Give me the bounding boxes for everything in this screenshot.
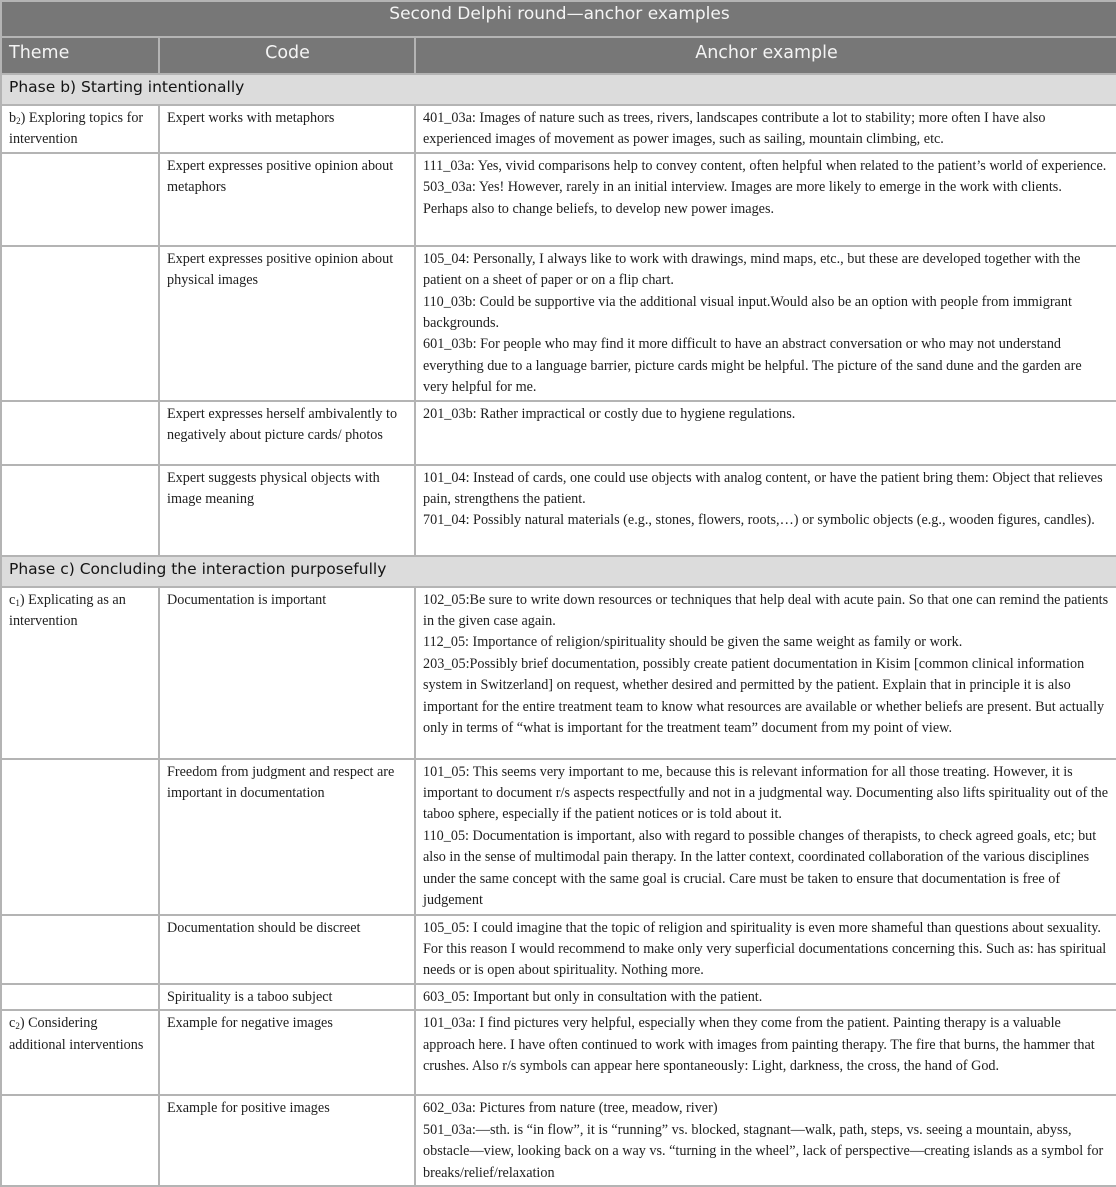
table-row	[1, 984, 1116, 1010]
anchor-quote: 201_03b: Rather impractical or costly due to hygiene regulations.	[423, 405, 796, 422]
anchor-cell	[415, 1010, 1116, 1095]
phase-row-c	[1, 556, 1116, 587]
code-cell: Expert suggests physical objects with image meaning	[159, 465, 415, 556]
anchor-cell	[415, 984, 1116, 1010]
theme-text: ) Explicating as an intervention	[9, 591, 126, 630]
theme-cell	[1, 587, 159, 759]
theme-cell	[1, 246, 159, 401]
theme-prefix: b	[9, 110, 17, 126]
column-header-row	[1, 37, 1116, 74]
theme-subscript: 2	[16, 116, 21, 126]
code-cell: Documentation is important	[159, 587, 415, 759]
theme-subscript: 1	[15, 597, 20, 608]
theme-prefix: c	[9, 1015, 16, 1032]
anchor-quote: 603_05: Important but only in consultation with the patient.	[423, 988, 763, 1005]
table-row	[1, 246, 1116, 401]
theme-cell	[1, 1095, 159, 1186]
table-row	[1, 759, 1116, 915]
anchor-cell	[415, 759, 1116, 915]
theme-cell	[1, 915, 159, 984]
theme-prefix: c	[9, 591, 16, 608]
code-cell: Example for positive images	[159, 1095, 415, 1186]
anchor-quote: 203_05:Possibly brief documentation, possibly create patient documentation in Kisim [common clinical information system in Switzerland] on request, whether desired and permitted by the patient. Explain that in principle it is also important for the entire treatment team to know what resources are available or whether beliefs are present. But actually only in terms of “what is important for the treatment team” document from my point of view.	[423, 655, 1105, 737]
theme-cell	[1, 759, 159, 915]
anchor-cell	[415, 587, 1116, 759]
theme-cell	[1, 984, 159, 1010]
anchor-cell	[415, 465, 1116, 556]
phase-label: Phase c) Concluding the interaction purposefully	[1, 556, 1116, 587]
table-row	[1, 915, 1116, 984]
code-cell: Freedom from judgment and respect are important in documentation	[159, 759, 415, 915]
anchor-quote: 105_04: Personally, I always like to work with drawings, mind maps, etc., but these are developed together with the patient on a sheet of paper or on a flip chart.	[423, 250, 1081, 289]
anchor-quote: 110_03b: Could be supportive via the additional visual input.Would also be an option with people from immigrant backgrounds.	[423, 293, 1072, 332]
theme-cell	[1, 153, 159, 246]
anchor-quote: 105_05: I could imagine that the topic of religion and spirituality is even more shameful than questions about sexuality. For this reason I would recommend to make only very superficial documentations concerning this. Such as: has spiritual needs or is open about spirituality. Nothing more.	[423, 919, 1107, 979]
anchor-quote: 112_05: Importance of religion/spirituality should be given the same weight as family or work.	[423, 634, 963, 651]
anchor-quote: 102_05:Be sure to write down resources or techniques that help deal with acute pain. So that one can remind the patients in the given case again.	[423, 591, 1109, 630]
anchor-quote: 101_05: This seems very important to me, because this is relevant information for all those treating. However, it is important to document r/s aspects respectfully and not in a judgmental way. Documenting also lifts spirituality out of the taboo sphere, especially if the patient notices or is told about it.	[423, 763, 1109, 823]
table-row	[1, 587, 1116, 759]
anchor-quote: 503_03a: Yes! However, rarely in an initial interview. Images are more likely to emerge in the work with clients. Perhaps also to change beliefs, to develop new power images.	[423, 179, 1062, 217]
anchor-quote: 111_03a: Yes, vivid comparisons help to convey content, often helpful when related to the patient’s world of experience.	[423, 157, 1107, 174]
anchor-quote: 101_03a: I find pictures very helpful, especially when they come from the patient. Painting therapy is a valuable approach here. I have often continued to work with images from painting therapy. The fire that burns, the hammer that crushes. Also r/s symbols can appear here spontaneously: Light, darkness, the cross, the hand of God.	[423, 1015, 1095, 1075]
anchor-cell	[415, 153, 1116, 246]
table-row	[1, 401, 1116, 465]
code-cell: Spirituality is a taboo subject	[159, 984, 415, 1010]
table-row	[1, 465, 1116, 556]
column-header-theme: Theme	[1, 37, 159, 74]
anchor-cell	[415, 401, 1116, 465]
anchor-quote: 101_04: Instead of cards, one could use objects with analog content, or have the patient bring them: Object that relieves pain, strengthens the patient.	[423, 469, 1103, 508]
code-cell: Expert expresses herself ambivalently to negatively about picture cards/ photos	[159, 401, 415, 465]
theme-cell	[1, 1010, 159, 1095]
theme-subscript: 2	[15, 1021, 20, 1032]
theme-cell	[1, 465, 159, 556]
code-cell: Expert expresses positive opinion about metaphors	[159, 153, 415, 246]
anchor-cell	[415, 1095, 1116, 1186]
table-row	[1, 1095, 1116, 1186]
anchor-quote: 110_05: Documentation is important, also with regard to possible changes of therapists, to check agreed goals, etc; but also in the sense of multimodal pain therapy. In the latter context, coordinated collaboration of the various disciplines under the same concept with the same goal is crucial. Care must be taken to ensure that documentation is free of judgement	[423, 827, 1097, 909]
theme-text: ) Considering additional interventions	[9, 1015, 144, 1053]
code-cell: Expert expresses positive opinion about physical images	[159, 246, 415, 401]
anchor-cell	[415, 246, 1116, 401]
anchor-quote: 501_03a:—sth. is “in flow”, it is “running” vs. blocked, stagnant—walk, path, steps, vs. seeing a mountain, abyss, obstacle—view, looking back on a way vs. “turning in the wheel”, lack of perspective—creating islands as a symbol for breaks/relief/relaxation	[423, 1121, 1104, 1181]
anchor-cell	[415, 105, 1116, 153]
theme-text: ) Exploring topics for intervention	[9, 110, 144, 148]
table-row	[1, 105, 1116, 153]
phase-label: Phase b) Starting intentionally	[1, 74, 1116, 105]
table-title: Second Delphi round—anchor examples	[1, 1, 1116, 37]
phase-row-b	[1, 74, 1116, 105]
table-row	[1, 153, 1116, 246]
anchor-quote: 701_04: Possibly natural materials (e.g., stones, flowers, roots,…) or symbolic objects (e.g., wooden figures, candles).	[423, 512, 1095, 529]
anchor-quote: 602_03a: Pictures from nature (tree, meadow, river)	[423, 1100, 718, 1117]
column-header-code: Code	[159, 37, 415, 74]
anchor-quote: 401_03a: Images of nature such as trees, rivers, landscapes contribute a lot to stability; more often I have also experienced images of movement as power images, such as sailing, mountain climbing, etc.	[423, 110, 1046, 148]
theme-cell	[1, 105, 159, 153]
table-row	[1, 1010, 1116, 1095]
theme-cell	[1, 401, 159, 465]
code-cell: Example for negative images	[159, 1010, 415, 1095]
anchor-quote: 601_03b: For people who may find it more difficult to have an abstract conversation or who may not understand everything due to a language barrier, picture cards might be helpful. The picture of the sand dune and the garden are very helpful for me.	[423, 336, 1082, 396]
code-cell: Documentation should be discreet	[159, 915, 415, 984]
code-cell: Expert works with metaphors	[159, 105, 415, 153]
anchor-cell	[415, 915, 1116, 984]
column-header-anchor-example: Anchor example	[415, 37, 1116, 74]
table-title-row	[1, 1, 1116, 37]
